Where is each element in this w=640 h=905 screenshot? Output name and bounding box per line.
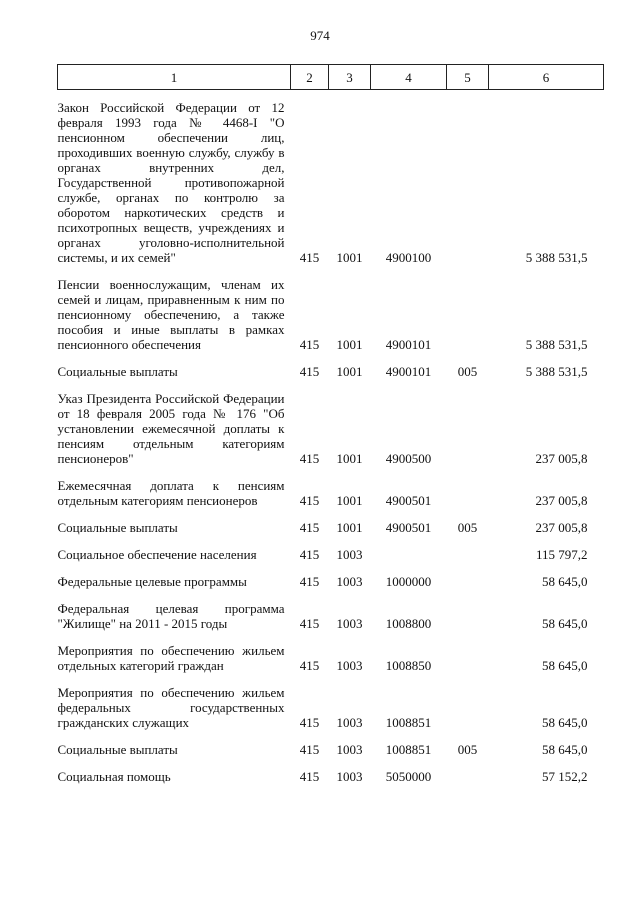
- row-code-3: 1001: [336, 520, 363, 535]
- row-code-3: 1003: [336, 769, 363, 784]
- row-code-2: 415: [299, 769, 320, 784]
- row-name: Закон Российской Федерации от 12 февраля 1993 года № 4468-I "О пенсионном обеспечении лиц, проходивших военную службу, службу в органах внутренних дел, Государственной противопожарной службе, органах по контролю за оборотом наркотических средств и психотропных веществ, учреждениях и органах уголовно-исполнительной системы, и их семей": [57, 100, 285, 265]
- row-code-5: [447, 277, 489, 352]
- row-code-5: [447, 478, 489, 508]
- row-name: Социальная помощь: [57, 769, 171, 784]
- row-spacer: [58, 757, 604, 769]
- header-col-5: 5: [447, 65, 489, 90]
- row-spacer-cell: [58, 631, 604, 643]
- row-amount: 5 388 531,5: [525, 250, 588, 265]
- row-code-2: 415: [299, 616, 320, 631]
- row-amount: 58 645,0: [542, 616, 588, 631]
- row-spacer: [58, 730, 604, 742]
- row-spacer-cell: [58, 757, 604, 769]
- row-code-4: 4900101: [385, 337, 432, 352]
- row-spacer: [58, 589, 604, 601]
- header-col-2: 2: [291, 65, 329, 90]
- table-row: [58, 364, 604, 379]
- row-spacer: [58, 466, 604, 478]
- table-row: [58, 769, 604, 784]
- row-code-3: 1001: [336, 250, 363, 265]
- row-amount: 58 645,0: [542, 574, 588, 589]
- row-name: Федеральные целевые программы: [57, 574, 247, 589]
- table-body: [58, 90, 604, 785]
- table-row: [58, 574, 604, 589]
- row-amount: 57 152,2: [542, 769, 588, 784]
- row-code-3: 1001: [336, 364, 363, 379]
- row-code-4: 1000000: [385, 574, 432, 589]
- row-code-2: 415: [299, 742, 320, 757]
- row-spacer-cell: [58, 562, 604, 574]
- row-code-4: 1008850: [385, 658, 432, 673]
- row-code-5: [447, 685, 489, 730]
- row-code-3: 1003: [336, 715, 363, 730]
- row-name: Социальное обеспечение населения: [57, 547, 257, 562]
- row-code-3: 1003: [336, 547, 363, 562]
- row-code-5: [447, 769, 489, 784]
- row-spacer: [58, 631, 604, 643]
- table-row: [58, 742, 604, 757]
- row-spacer-cell: [58, 352, 604, 364]
- row-code-2: 415: [299, 493, 320, 508]
- row-spacer: [58, 352, 604, 364]
- row-spacer-cell: [58, 508, 604, 520]
- row-code-5: [447, 574, 489, 589]
- row-amount: 237 005,8: [535, 451, 588, 466]
- row-spacer: [58, 265, 604, 277]
- row-code-5: 005: [457, 364, 478, 379]
- row-code-4: 4900100: [385, 250, 432, 265]
- row-code-2: 415: [299, 250, 320, 265]
- row-amount: 58 645,0: [542, 658, 588, 673]
- row-code-5: [447, 643, 489, 673]
- row-name: Указ Президента Российской Федерации от 18 февраля 2005 года № 176 "Об установлении ежемесячной доплаты к пенсиям отдельным категориям пенсионеров": [57, 391, 285, 466]
- row-amount: 237 005,8: [535, 493, 588, 508]
- row-spacer-cell: [58, 379, 604, 391]
- row-code-2: 415: [299, 574, 320, 589]
- row-code-5: [447, 601, 489, 631]
- row-code-5: [447, 90, 489, 266]
- row-amount: 237 005,8: [535, 520, 588, 535]
- row-code-2: 415: [299, 715, 320, 730]
- row-code-3: 1001: [336, 451, 363, 466]
- row-name: Социальные выплаты: [57, 742, 178, 757]
- row-code-4: 1008851: [385, 715, 432, 730]
- row-code-3: 1003: [336, 616, 363, 631]
- row-spacer-cell: [58, 730, 604, 742]
- row-code-5: 005: [457, 520, 478, 535]
- row-amount: 58 645,0: [542, 715, 588, 730]
- table-row: [58, 643, 604, 673]
- row-code-2: 415: [299, 337, 320, 352]
- row-amount: 58 645,0: [542, 742, 588, 757]
- header-col-6: 6: [489, 65, 604, 90]
- row-spacer-cell: [58, 466, 604, 478]
- row-code-4: [371, 547, 447, 562]
- row-code-3: 1003: [336, 742, 363, 757]
- row-spacer-cell: [58, 589, 604, 601]
- row-code-3: 1001: [336, 493, 363, 508]
- row-code-2: 415: [299, 658, 320, 673]
- row-name: Мероприятия по обеспечению жильем отдельных категорий граждан: [57, 643, 285, 673]
- table-row: [58, 90, 604, 266]
- page-number: 974: [310, 28, 330, 43]
- row-spacer-cell: [58, 535, 604, 547]
- row-amount: 5 388 531,5: [525, 337, 588, 352]
- row-spacer: [58, 673, 604, 685]
- header-col-3: 3: [329, 65, 371, 90]
- row-name: Федеральная целевая программа "Жилище" на 2011 - 2015 годы: [57, 601, 285, 631]
- table-row: [58, 277, 604, 352]
- table-row: [58, 478, 604, 508]
- table-row: [58, 520, 604, 535]
- row-code-5: 005: [457, 742, 478, 757]
- row-code-4: 4900101: [385, 364, 432, 379]
- row-code-4: 1008851: [385, 742, 432, 757]
- row-spacer-cell: [58, 265, 604, 277]
- row-code-4: 5050000: [385, 769, 432, 784]
- table-row: [58, 601, 604, 631]
- row-code-4: 4900500: [385, 451, 432, 466]
- row-spacer: [58, 379, 604, 391]
- row-code-2: 415: [299, 364, 320, 379]
- table-row: [58, 391, 604, 466]
- table-row: [58, 685, 604, 730]
- row-code-4: 1008800: [385, 616, 432, 631]
- row-name: Социальные выплаты: [57, 520, 178, 535]
- row-code-3: 1001: [336, 337, 363, 352]
- row-amount: 115 797,2: [535, 547, 588, 562]
- row-code-5: [447, 391, 489, 466]
- row-spacer: [58, 508, 604, 520]
- budget-table: [57, 64, 604, 784]
- row-spacer: [58, 535, 604, 547]
- row-code-2: 415: [299, 520, 320, 535]
- row-name: Мероприятия по обеспечению жильем федеральных государственных гражданских служащих: [57, 685, 285, 730]
- row-code-3: 1003: [336, 658, 363, 673]
- row-code-4: 4900501: [385, 520, 432, 535]
- row-code-3: 1003: [336, 574, 363, 589]
- row-spacer: [58, 562, 604, 574]
- row-name: Ежемесячная доплата к пенсиям отдельным категориям пенсионеров: [57, 478, 285, 508]
- row-name: Социальные выплаты: [57, 364, 178, 379]
- row-code-2: 415: [299, 547, 320, 562]
- row-code-4: 4900501: [385, 493, 432, 508]
- row-name: Пенсии военнослужащим, членам их семей и лицам, приравненным к ним по пенсионному обеспечению, а также пособия и иные выплаты в рамках пенсионного обеспечения: [57, 277, 285, 352]
- row-spacer-cell: [58, 673, 604, 685]
- table-row: [58, 547, 604, 562]
- row-amount: 5 388 531,5: [525, 364, 588, 379]
- row-code-2: 415: [299, 451, 320, 466]
- header-col-4: 4: [371, 65, 447, 90]
- header-col-1: 1: [58, 65, 291, 90]
- row-code-5: [447, 547, 489, 562]
- table-header: [58, 65, 604, 90]
